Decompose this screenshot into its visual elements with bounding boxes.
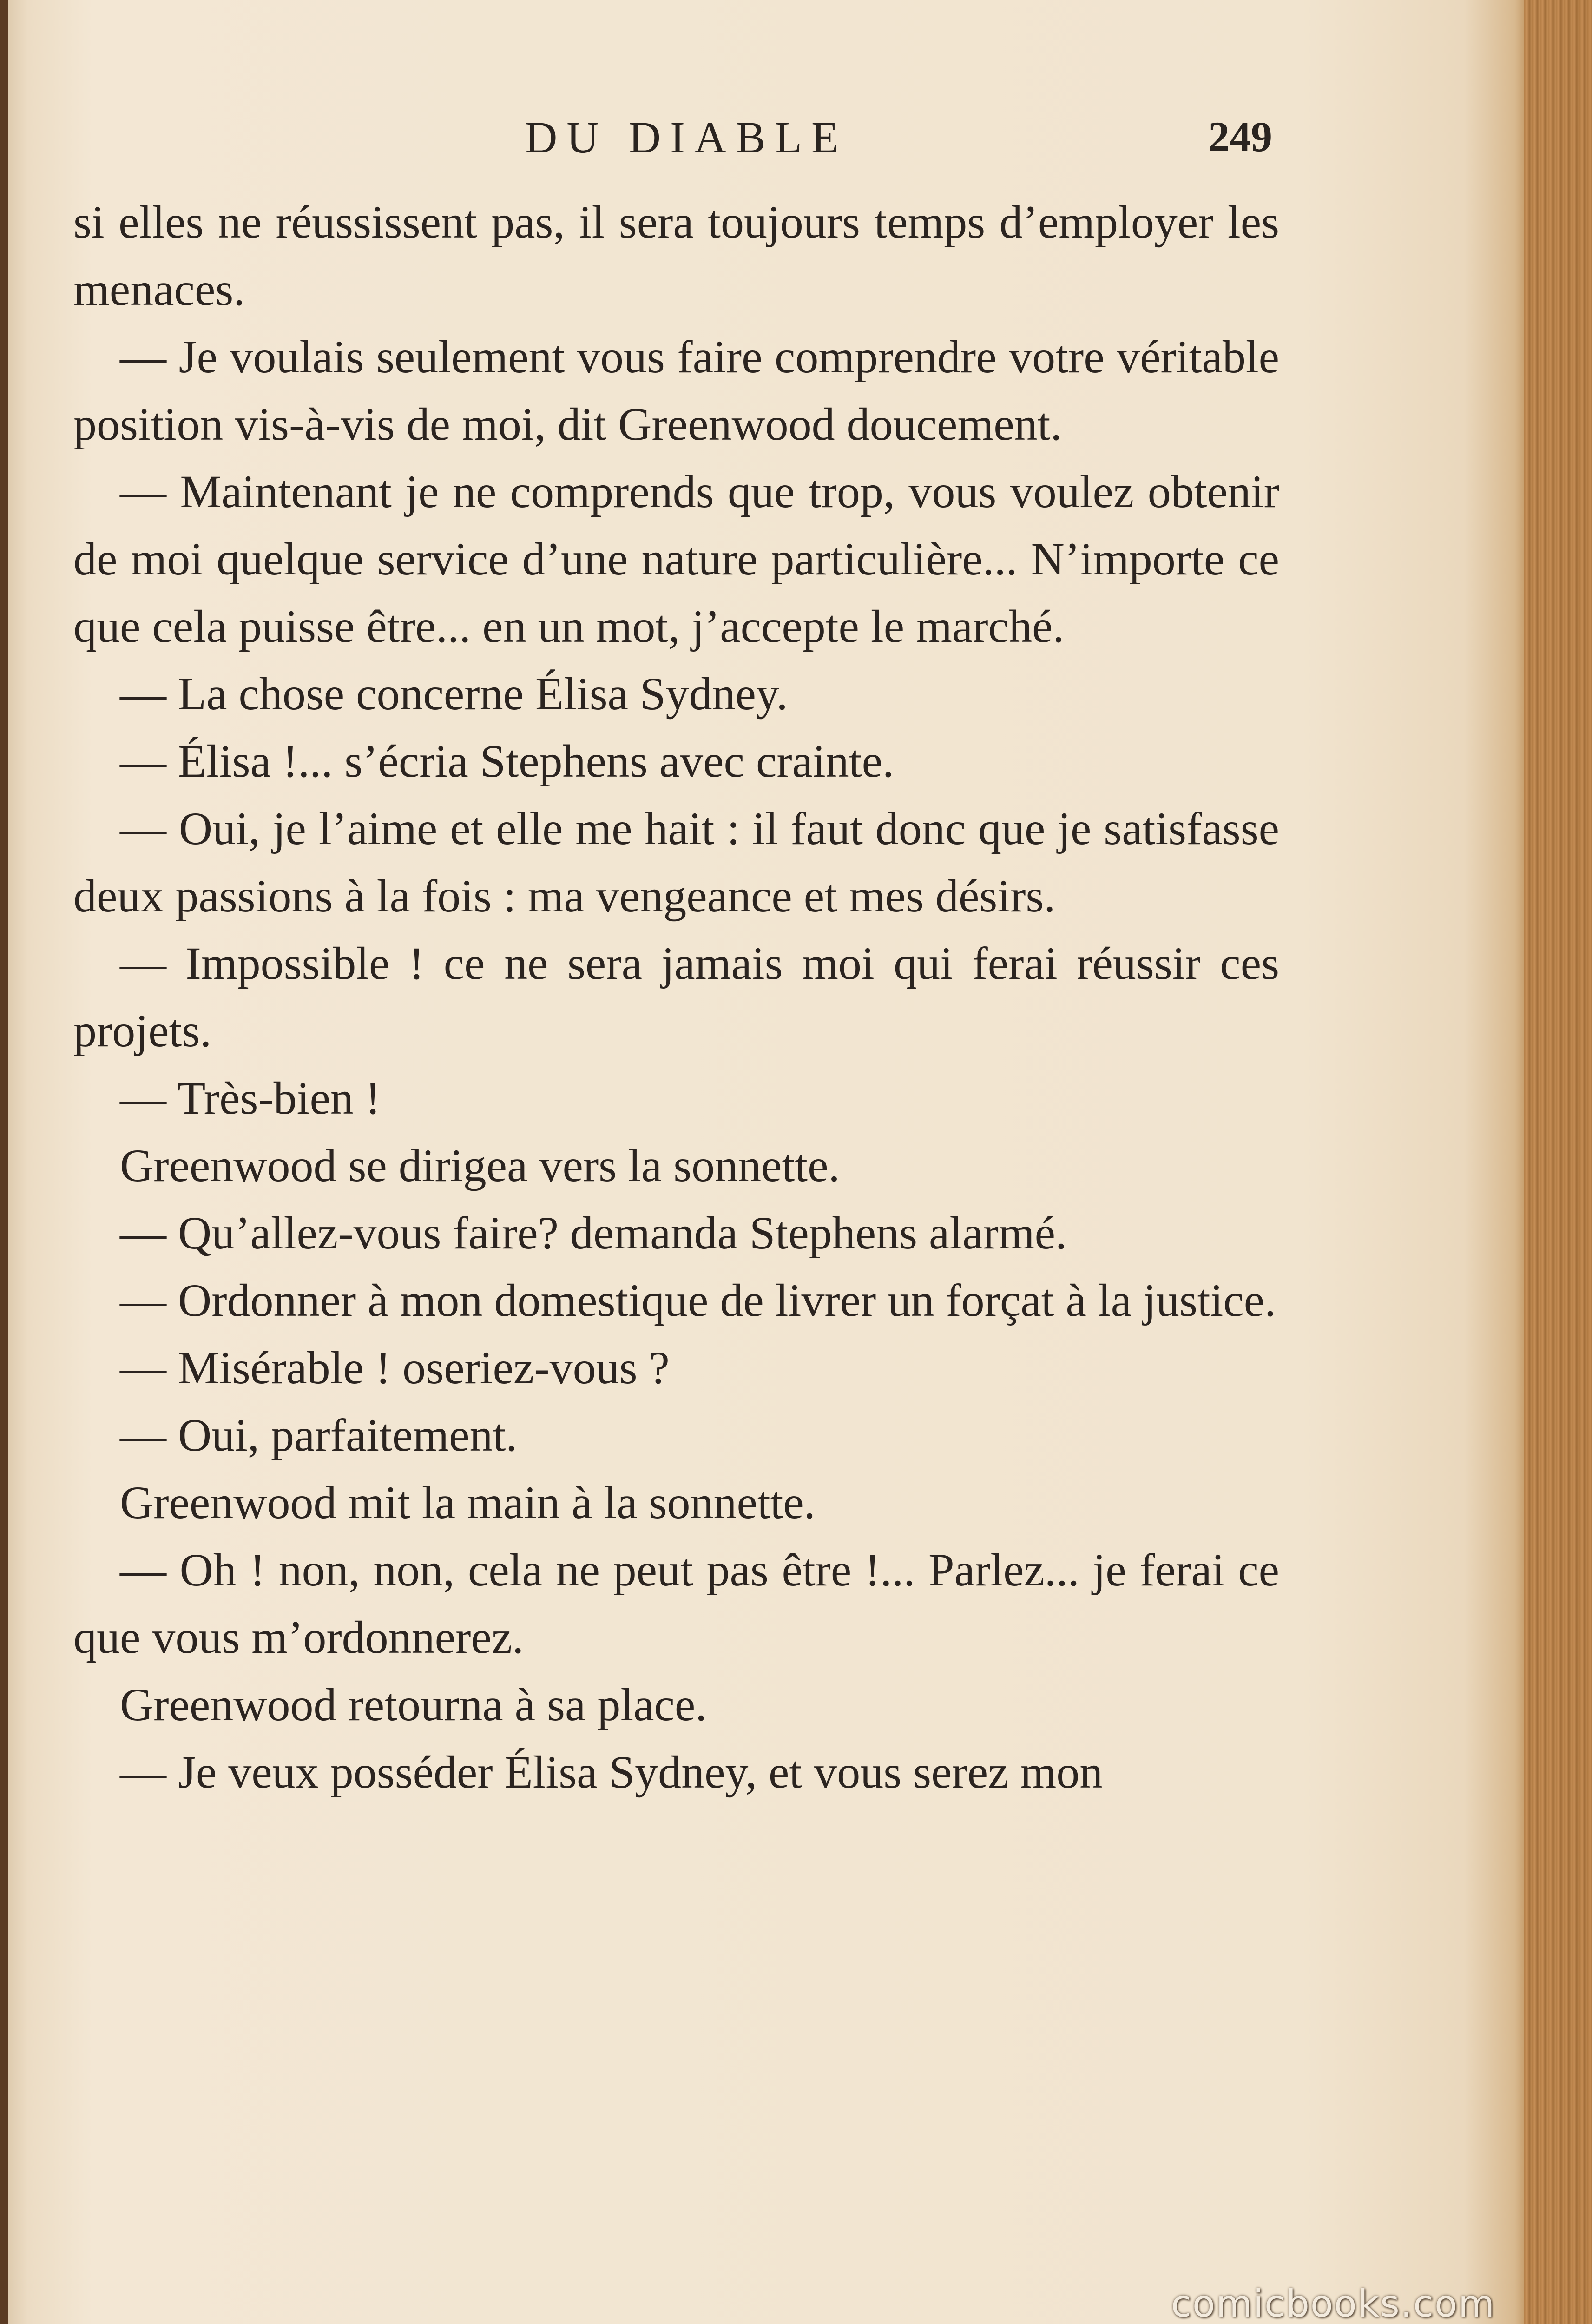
paragraph-14: Greenwood mit la main à la sonnette. [120,1477,816,1528]
paragraph-12: — Misérable ! oseriez-vous ? [120,1342,670,1393]
watermark: comicbooks.com [1171,2282,1496,2324]
paragraph-1: si elles ne réussissent pas, il sera toujours temps d’employer les menaces. [73,196,1279,315]
paragraph-9: Greenwood se dirigea vers la sonnette. [120,1140,840,1191]
paragraph-8: — Très-bien ! [120,1072,381,1124]
paragraph-5: — Élisa !... s’écria Stephens avec crainte. [120,735,894,787]
paragraph-16: Greenwood retourna à sa place. [120,1679,707,1730]
paragraph-17: — Je veux posséder Élisa Sydney, et vous serez mon [120,1746,1103,1798]
body-text [73,188,1279,1806]
paragraph-11: — Ordonner à mon domestique de livrer un forçat à la justice. [120,1274,1276,1326]
paragraph-15: — Oh ! non, non, cela ne peut pas être !... Parlez... je ferai ce que vous m’ordonnerez. [73,1544,1279,1663]
paragraph-13: — Oui, parfaitement. [120,1409,518,1461]
paragraph-3: — Maintenant je ne comprends que trop, vous voulez obtenir de moi quelque service d’une nature particulière... N’importe ce que cela puisse être... en un mot, j’accepte le marché. [73,466,1279,652]
paragraph-2: — Je voulais seulement vous faire comprendre votre véritable position vis-à-vis de moi, dit Greenwood doucement. [73,331,1279,450]
page-number: 249 [1208,113,1272,160]
paragraph-10: — Qu’allez-vous faire? demanda Stephens alarmé. [120,1207,1067,1259]
page-stack-edges [1524,0,1592,2324]
paragraph-4: — La chose concerne Élisa Sydney. [120,668,788,720]
running-title: DU DIABLE [525,112,848,162]
paragraph-7: — Impossible ! ce ne sera jamais moi qui ferai réussir ces projets. [73,938,1279,1056]
book-gutter-shadow [0,0,8,2324]
paragraph-6: — Oui, je l’aime et elle me hait : il faut donc que je satisfasse deux passions à la fois : ma vengeance et mes désirs. [73,803,1279,922]
